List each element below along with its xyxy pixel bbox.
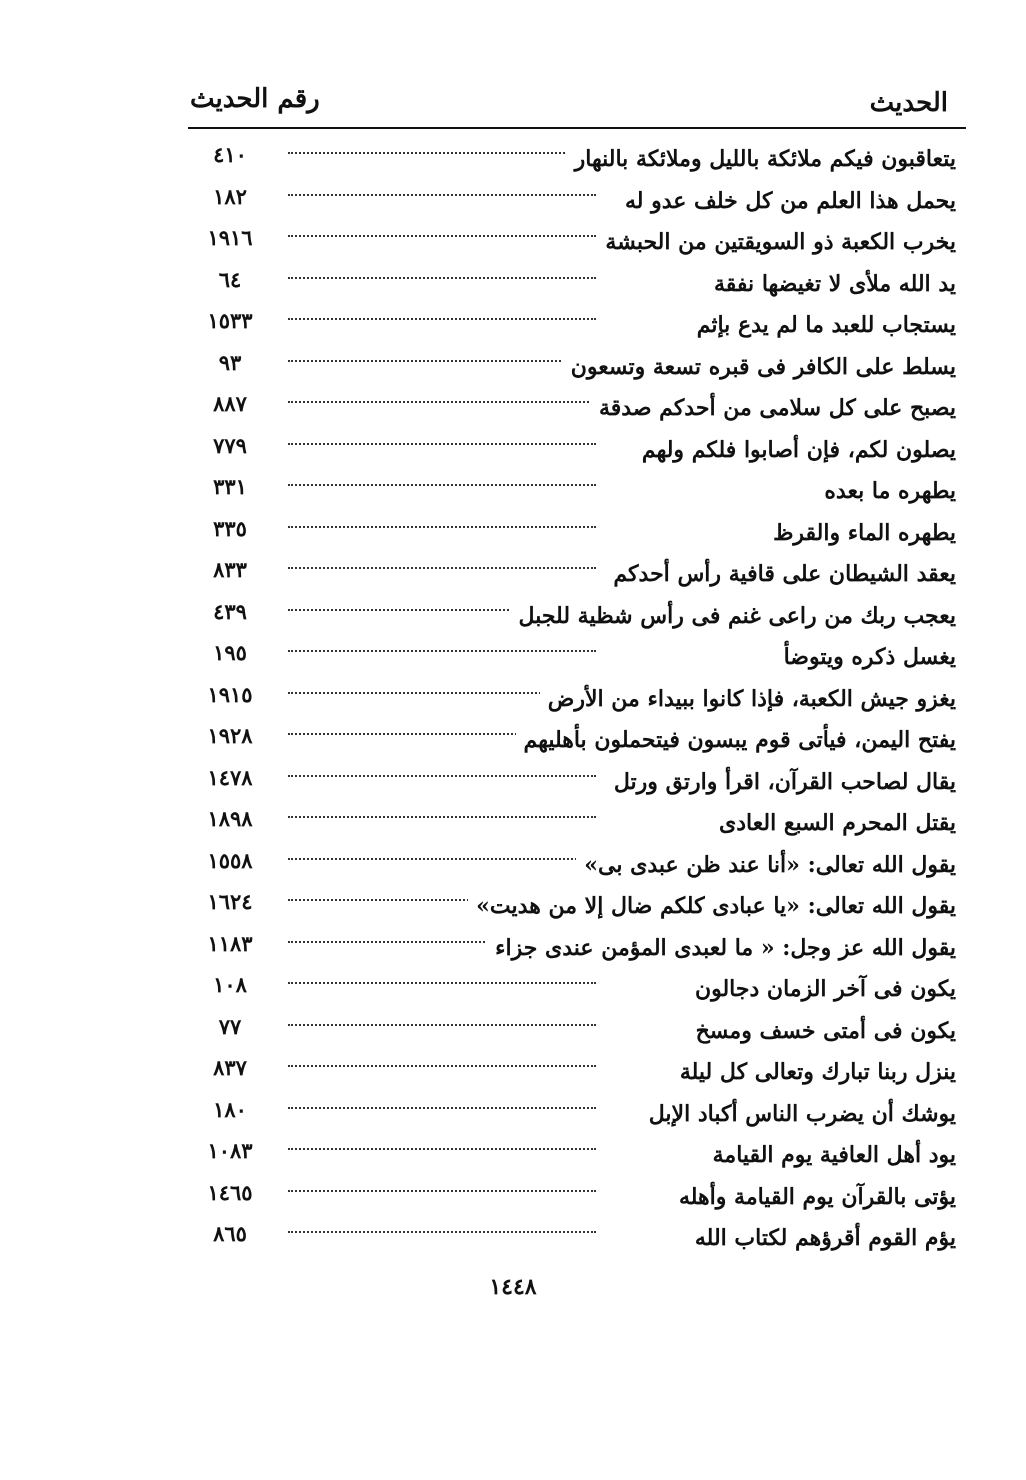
leader-dots	[288, 401, 596, 403]
hadith-text: ينزل ربنا تبارك وتعالى كل ليلة	[672, 1059, 956, 1085]
index-entry	[0, 1217, 1026, 1259]
index-entry	[0, 1051, 1026, 1093]
index-entry	[0, 553, 1026, 595]
leader-dots	[288, 816, 596, 818]
hadith-text: يغزو جيش الكعبة، فإذا كانوا ببيداء من الأرض	[540, 686, 956, 712]
leader-dots	[288, 235, 596, 237]
leader-dots	[288, 484, 596, 486]
hadith-text: يقول الله عز وجل: « ما لعبدى المؤمن عندى جزاء	[487, 935, 956, 961]
index-entry	[0, 304, 1026, 346]
index-entry	[0, 221, 1026, 263]
hadith-number: ٨٣٧	[213, 1055, 247, 1080]
index-entry	[0, 1134, 1026, 1176]
leader-dots	[288, 1065, 596, 1067]
index-entry	[0, 470, 1026, 512]
leader-dots	[288, 526, 596, 528]
index-entry	[0, 968, 1026, 1010]
hadith-number: ١٦٢٤	[207, 889, 253, 914]
index-entry	[0, 885, 1026, 927]
hadith-number: ١٩١٦	[207, 225, 253, 250]
hadith-text: يود أهل العافية يوم القيامة	[705, 1142, 956, 1168]
hadith-index-list	[0, 138, 1026, 1259]
leader-dots	[288, 775, 596, 777]
hadith-number: ١٤٦٥	[207, 1179, 253, 1205]
index-entry	[0, 138, 1026, 180]
hadith-number: ٤١٠	[213, 142, 247, 167]
hadith-text: يقتل المحرم السبع العادى	[711, 810, 956, 836]
hadith-text: يوشك أن يضرب الناس أكباد الإبل	[641, 1101, 956, 1127]
leader-dots	[288, 1190, 596, 1192]
hadith-text: يؤتى بالقرآن يوم القيامة وأهله	[671, 1184, 956, 1210]
hadith-number: ١٥٥٨	[207, 847, 253, 873]
hadith-number: ١٩٥	[213, 640, 247, 665]
index-entry	[0, 429, 1026, 471]
leader-dots	[288, 858, 596, 860]
hadith-text: يقال لصاحب القرآن، اقرأ وارتق ورتل	[606, 769, 956, 795]
index-entry	[0, 719, 1026, 761]
leader-dots	[288, 1231, 596, 1233]
hadith-number: ١٨٠	[213, 1096, 247, 1122]
hadith-text: يقول الله تعالى: «أنا عند ظن عبدى بى»	[576, 852, 956, 878]
hadith-text: يستجاب للعبد ما لم يدع بإثم	[689, 312, 956, 338]
index-entry	[0, 678, 1026, 720]
hadith-text: يفتح اليمن، فيأتى قوم يبسون فيتحملون بأهليهم	[516, 727, 956, 753]
header-rule	[188, 127, 966, 129]
hadith-text: يطهره الماء والقرظ	[765, 520, 956, 546]
leader-dots	[288, 277, 596, 279]
leader-dots	[288, 567, 596, 569]
hadith-text: يعجب ربك من راعى غنم فى رأس شظية للجبل	[511, 603, 956, 629]
hadith-text: يكون فى أمتى خسف ومسخ	[688, 1018, 956, 1044]
leader-dots	[288, 982, 596, 984]
leader-dots	[288, 318, 596, 320]
hadith-number: ١١٨٣	[207, 930, 253, 956]
index-entry	[0, 802, 1026, 844]
index-entry	[0, 844, 1026, 886]
hadith-number: ٧٧	[218, 1013, 242, 1039]
leader-dots	[288, 194, 596, 196]
hadith-number: ١٠٨	[213, 972, 247, 997]
hadith-number: ٨٦٥	[213, 1221, 247, 1246]
hadith-number: ١٥٣٣	[207, 308, 253, 333]
index-entry	[0, 180, 1026, 222]
hadith-text: يصلون لكم، فإن أصابوا فلكم ولهم	[634, 437, 956, 463]
hadith-number: ٧٧٩	[213, 432, 247, 458]
index-entry	[0, 263, 1026, 305]
hadith-number: ١٠٨٣	[207, 1138, 253, 1163]
index-entry	[0, 761, 1026, 803]
column-title-hadith: الحديث	[869, 88, 948, 118]
hadith-number: ١٤٧٨	[207, 764, 253, 790]
leader-dots	[288, 152, 596, 154]
hadith-text: يصبح على كل سلامى من أحدكم صدقة	[591, 395, 956, 421]
hadith-number: ١٨٢	[213, 183, 247, 209]
page-header	[188, 78, 966, 128]
hadith-text: يعقد الشيطان على قافية رأس أحدكم	[605, 561, 956, 587]
index-entry	[0, 1010, 1026, 1052]
index-entry	[0, 636, 1026, 678]
hadith-text: يطهره ما بعده	[816, 478, 956, 504]
index-entry	[0, 512, 1026, 554]
leader-dots	[288, 1148, 596, 1150]
index-entry	[0, 927, 1026, 969]
hadith-text: يغسل ذكره ويتوضأ	[776, 644, 956, 670]
hadith-text: يكون فى آخر الزمان دجالون	[687, 976, 956, 1002]
index-entry	[0, 1093, 1026, 1135]
index-entry	[0, 1176, 1026, 1218]
hadith-number: ٣٣٥	[213, 515, 247, 541]
hadith-number: ١٩١٥	[207, 681, 253, 707]
leader-dots	[288, 360, 596, 362]
hadith-text: يؤم القوم أقرؤهم لكتاب الله	[687, 1225, 956, 1251]
hadith-number: ١٩٢٨	[207, 723, 253, 748]
page-number: ١٤٤٨	[489, 1274, 537, 1300]
hadith-text: يسلط على الكافر فى قبره تسعة وتسعون	[563, 354, 956, 380]
column-title-hadith-number: رقم الحديث	[190, 84, 320, 114]
hadith-number: ١٨٩٨	[207, 806, 253, 831]
index-entry	[0, 346, 1026, 388]
hadith-text: يحمل هذا العلم من كل خلف عدو له	[617, 188, 956, 214]
index-entry	[0, 595, 1026, 637]
hadith-text: يد الله ملأى لا تغيضها نفقة	[706, 271, 956, 297]
leader-dots	[288, 1107, 596, 1109]
hadith-number: ٨٣٣	[213, 557, 247, 582]
hadith-number: ٨٨٧	[213, 391, 247, 416]
hadith-number: ٦٤	[218, 266, 242, 292]
leader-dots	[288, 650, 596, 652]
hadith-text: يتعاقبون فيكم ملائكة بالليل وملائكة بالنهار	[567, 146, 956, 172]
hadith-number: ٩٣	[218, 349, 242, 375]
index-entry	[0, 387, 1026, 429]
hadith-text: يخرب الكعبة ذو السويقتين من الحبشة	[597, 229, 956, 255]
leader-dots	[288, 443, 596, 445]
hadith-number: ٣٣١	[213, 474, 247, 499]
leader-dots	[288, 1024, 596, 1026]
hadith-number: ٤٣٩	[213, 598, 247, 624]
hadith-text: يقول الله تعالى: «يا عبادى كلكم ضال إلا من هديت»	[468, 893, 956, 919]
